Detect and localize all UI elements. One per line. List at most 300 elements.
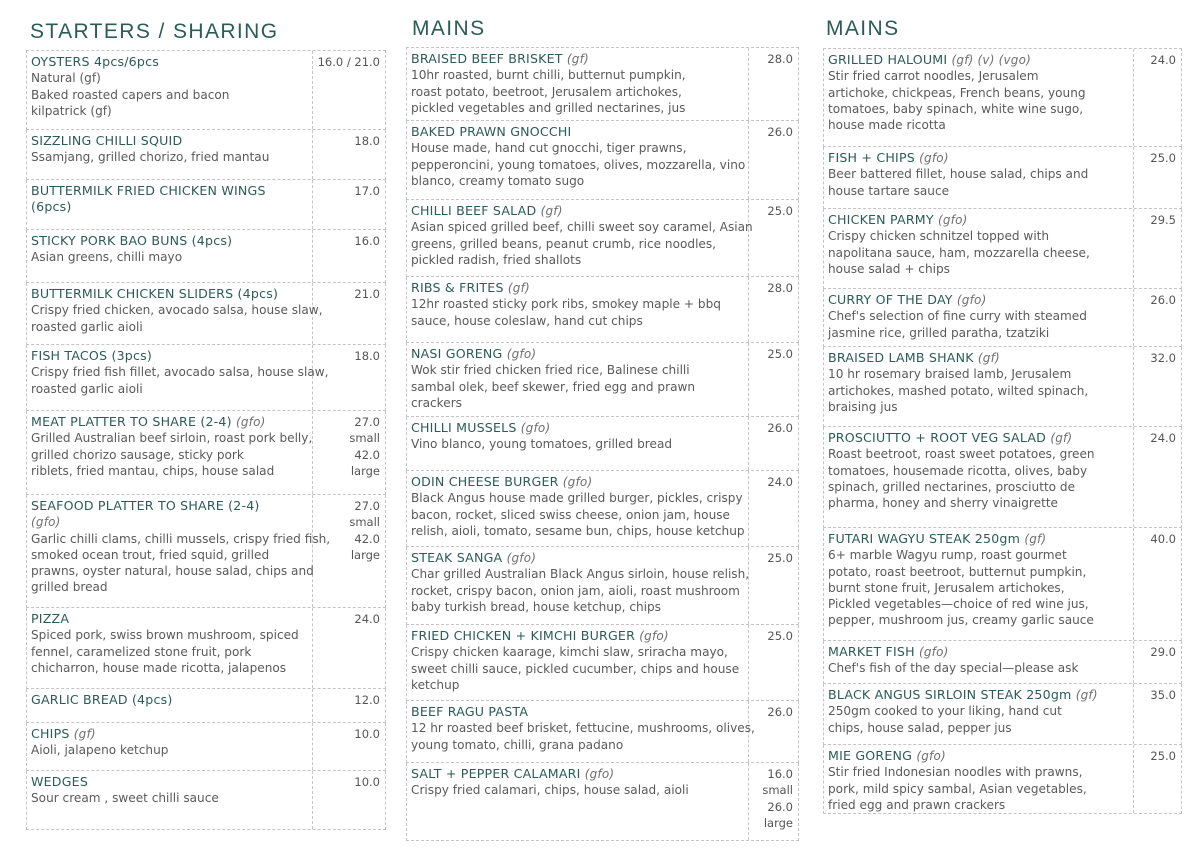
price-line: 18.0 — [354, 134, 380, 148]
description-line: 12 hr roasted beef brisket, fettucine, mushrooms, olives, — [411, 721, 755, 736]
price-line: 17.0 — [354, 184, 380, 198]
menu-item — [823, 427, 1182, 528]
menu-item-price — [747, 48, 798, 120]
menu-item-price — [311, 689, 385, 722]
menu-item-description — [31, 790, 308, 806]
price-line: 28.0 — [767, 52, 793, 66]
menu-item-tag: (gf) — [1075, 688, 1098, 702]
description-line: Asian greens, chilli mayo — [31, 250, 183, 265]
description-line: House made, hand cut gnocchi, tiger prawns, — [411, 141, 687, 156]
menu-item — [823, 347, 1182, 427]
menu-item-description — [828, 366, 1129, 415]
menu-item-description — [411, 566, 750, 615]
menu-item-price — [311, 180, 385, 229]
menu-item-tag: (4pcs) — [191, 233, 233, 248]
price-line: 24.0 — [1150, 431, 1176, 445]
menu-item-title — [828, 350, 1129, 366]
menu-item-name: OYSTERS — [31, 54, 90, 69]
description-line: Aioli, jalapeno ketchup — [31, 743, 169, 758]
menu-item-title — [828, 748, 1129, 764]
menu-item-title — [31, 348, 308, 364]
price-line: 40.0 — [1150, 532, 1176, 546]
menu-item-title — [828, 212, 1129, 228]
description-line: sauce, house coleslaw, hand cut chips — [411, 313, 643, 328]
menu-item-tag: (gfo) — [520, 421, 551, 435]
description-line: 6+ marble Wagyu rump, roast gourmet — [828, 548, 1067, 563]
menu-item-title — [31, 498, 308, 531]
description-line: Sour cream , sweet chilli sauce — [31, 791, 219, 806]
menu-item-price — [747, 277, 798, 342]
price-line: 29.0 — [1150, 645, 1176, 659]
menu-item-description — [411, 644, 744, 693]
menu-item-description — [411, 436, 744, 452]
menu-item-title — [411, 628, 744, 644]
menu-item-description-cell — [27, 230, 313, 282]
menu-item — [823, 684, 1182, 745]
menu-item-description-cell — [824, 49, 1134, 146]
menu-item-name: MARKET FISH — [828, 644, 915, 659]
price-line: 26.0 — [767, 421, 793, 435]
menu-item-tag: (gf) — [540, 204, 563, 218]
price-line: large — [350, 463, 380, 478]
menu-item-tag: 4pcs/6pcs — [93, 54, 159, 69]
description-line: Crispy chicken schnitzel topped with — [828, 229, 1050, 244]
description-line: roast potato, beetroot, Jerusalem artichokes, — [411, 84, 682, 99]
description-line: ketchup — [411, 677, 460, 692]
menu-item-title — [411, 474, 744, 490]
description-line: Crispy fried calamari, chips, house salad, aioli — [411, 783, 689, 798]
menu-item-description — [828, 660, 1129, 676]
menu-item — [823, 641, 1182, 684]
menu-item-price — [311, 495, 385, 607]
menu-item-name: CHILLI MUSSELS — [411, 420, 517, 435]
menu-item-tag: (gfo) — [31, 515, 61, 530]
menu-item-title — [828, 430, 1129, 446]
menu-item-title — [411, 203, 744, 219]
price-line: 24.0 — [767, 475, 793, 489]
price-line: 10.0 — [354, 775, 380, 789]
menu-item-description-cell — [407, 625, 749, 700]
description-line: spinach, grilled nectarines, prosciutto de — [828, 479, 1076, 494]
description-line: Black Angus house made grilled burger, pickles, crispy — [411, 491, 743, 506]
menu-item-description — [828, 228, 1129, 277]
description-line: tomatoes, housemade ricotta, olives, baby — [828, 463, 1088, 478]
menu-item-tag: (gfo) — [562, 475, 593, 489]
menu-item-name: SIZZLING CHILLI SQUID — [31, 133, 183, 148]
price-line: 25.0 — [1150, 151, 1176, 165]
menu-item-description — [31, 364, 329, 397]
price-line: 16.0 / 21.0 — [317, 55, 380, 69]
menu-item-name: CHILLI BEEF SALAD — [411, 203, 537, 218]
description-line: Ssamjang, grilled chorizo, fried mantau — [31, 150, 270, 165]
menu-item-description — [31, 149, 308, 165]
menu-item-price — [311, 723, 385, 770]
menu-item-name: NASI GORENG — [411, 346, 503, 361]
description-line: chicharron, house made ricotta, jalapenos — [31, 660, 287, 675]
menu-item-description — [31, 627, 308, 676]
description-line: Garlic chilli clams, chilli mussels, crispy fried fish, — [31, 531, 331, 546]
menu-item — [406, 547, 799, 625]
menu-item-title — [411, 420, 744, 436]
price-line: 25.0 — [1150, 749, 1176, 763]
menu-item-price — [311, 608, 385, 688]
menu-item-description-cell — [27, 771, 313, 829]
price-line: 42.0 — [354, 531, 380, 546]
description-line: 12hr roasted sticky pork ribs, smokey maple + bbq — [411, 297, 721, 312]
description-line: baby turkish bread, house ketchup, chips — [411, 599, 661, 614]
menu-item-description — [411, 67, 744, 116]
price-line: 12.0 — [354, 693, 380, 707]
menu-item-description-cell — [27, 608, 313, 688]
description-line: Grilled Australian beef sirloin, roast pork belly, — [31, 431, 313, 446]
menu-item — [406, 343, 799, 417]
description-line: house salad + chips — [828, 261, 950, 276]
menu-item-description-cell — [407, 200, 753, 276]
description-line: roasted garlic aioli — [31, 381, 143, 396]
description-line: riblets, fried mantau, chips, house salad — [31, 463, 275, 478]
menu-item-name: GARLIC BREAD — [31, 692, 128, 707]
menu-item-name: RIBS & FRITES — [411, 280, 504, 295]
price-line: 42.0 — [354, 447, 380, 462]
menu-item-name: FRIED CHICKEN + KIMCHI BURGER — [411, 628, 636, 643]
menu-item-title — [411, 51, 744, 67]
menu-item-name: MIE GORENG — [828, 748, 913, 763]
menu-item-description-cell — [824, 147, 1134, 208]
menu-item — [26, 771, 386, 830]
menu-item-description — [31, 70, 308, 119]
menu-item-description — [411, 219, 753, 268]
menu-item — [406, 277, 799, 343]
menu-item-description-cell — [407, 343, 749, 416]
menu-item-price — [1132, 209, 1181, 288]
menu-item-tag: (gf) — [977, 351, 1000, 365]
price-line: 21.0 — [354, 287, 380, 301]
price-line: 25.0 — [767, 204, 793, 218]
menu-item-tag: (gf) — [566, 52, 589, 66]
price-line: 16.0 — [354, 234, 380, 248]
section-heading: MAINS — [412, 17, 486, 40]
menu-item — [823, 48, 1182, 147]
menu-item-title — [411, 124, 744, 140]
menu-item-tag: (gf) — [1024, 532, 1047, 546]
price-line: 26.0 — [1150, 293, 1176, 307]
menu-item-tag: (gfo) — [584, 767, 615, 781]
description-line: crackers — [411, 395, 462, 410]
menu-item-title — [828, 531, 1129, 547]
menu-item-description-cell — [824, 684, 1134, 744]
menu-item-description — [828, 68, 1129, 133]
menu-item-name: BUTTERMILK FRIED CHICKEN WINGS — [31, 183, 266, 198]
price-line: 27.0 — [354, 415, 380, 429]
description-line: jasmine rice, grilled paratha, tzatziki — [828, 325, 1050, 340]
menu-item-price — [1132, 528, 1181, 640]
description-line: chips, house salad, pepper jus — [828, 720, 1012, 735]
menu-item-title — [411, 704, 744, 720]
menu-item — [823, 147, 1182, 209]
menu-item-title — [31, 692, 308, 708]
menu-item-title — [31, 611, 308, 627]
menu-item-description-cell — [824, 528, 1134, 640]
menu-item-price — [311, 283, 385, 344]
menu-item — [406, 625, 799, 701]
description-line: Spiced pork, swiss brown mushroom, spiced — [31, 628, 299, 643]
menu-item-description-cell — [27, 130, 313, 179]
menu-item-tag: (gf) — [1050, 431, 1073, 445]
menu-item — [26, 723, 386, 771]
menu-item-tag: (4pcs) — [131, 692, 173, 707]
menu-item — [406, 417, 799, 471]
menu-item — [823, 528, 1182, 641]
menu-item-description — [828, 703, 1129, 736]
menu-item-description — [828, 166, 1129, 199]
price-line: 27.0 — [354, 499, 380, 513]
menu-item-title — [828, 150, 1129, 166]
menu-item-title — [31, 133, 308, 149]
menu-item-title — [828, 292, 1129, 308]
menu-item-title — [31, 183, 308, 216]
description-line: young tomato, chilli, grana padano — [411, 737, 624, 752]
menu-item-price — [1132, 289, 1181, 346]
price-line: 26.0 — [767, 799, 793, 814]
description-line: 250gm cooked to your liking, hand cut — [828, 704, 1062, 719]
menu-item-description-cell — [27, 411, 313, 494]
description-line: kilpatrick (gf) — [31, 103, 112, 118]
description-line: house made ricotta — [828, 118, 946, 133]
description-line: pickled vegetables and grilled nectarines, jus — [411, 100, 686, 115]
description-line: Stir fried carrot noodles, Jerusalem — [828, 69, 1039, 84]
menu-item-title — [31, 286, 308, 302]
price-line: small — [349, 431, 380, 446]
menu-item-description-cell — [407, 471, 749, 546]
description-line: roasted garlic aioli — [31, 319, 143, 334]
menu-item-title — [31, 726, 308, 742]
menu-item-price — [1132, 641, 1181, 683]
menu-item-name: FISH TACOS — [31, 348, 108, 363]
menu-item-tag: (gfo) — [916, 749, 946, 763]
menu-item-tag: (gfo) — [956, 293, 987, 307]
menu-item — [823, 745, 1182, 814]
menu-item-price — [1132, 49, 1181, 146]
menu-item-tag: (gfo) — [639, 629, 669, 643]
section-heading: MAINS — [826, 17, 900, 40]
menu-item-title — [411, 346, 744, 362]
menu-item-description — [828, 446, 1129, 511]
menu-item-price — [747, 200, 798, 276]
menu-item-description-cell — [407, 277, 749, 342]
menu-item-tag: (gfo) — [919, 151, 949, 165]
menu-item-description — [828, 764, 1129, 813]
menu-item-description-cell — [407, 547, 749, 624]
description-line: pork, mild spicy sambal, Asian vegetables, — [828, 781, 1087, 796]
menu-item-name: PROSCIUTTO + ROOT VEG SALAD — [828, 430, 1047, 445]
price-line: small — [762, 783, 793, 798]
description-line: tomatoes, baby spinach, white wine sugo, — [828, 101, 1084, 116]
section-heading: STARTERS / SHARING — [30, 20, 279, 43]
description-line: sambal olek, beef skewer, fried egg and prawn — [411, 379, 696, 394]
menu-item — [406, 200, 799, 277]
menu-item-price — [747, 471, 798, 546]
description-line: Beer battered fillet, house salad, chips and — [828, 167, 1089, 182]
menu-item — [823, 289, 1182, 347]
menu-item-description-cell — [824, 347, 1134, 426]
menu-item-name: CHICKEN PARMY — [828, 212, 934, 227]
description-line: braising jus — [828, 399, 898, 414]
description-line: Wok stir fried chicken fried rice, Balinese chilli — [411, 363, 690, 378]
menu-item — [406, 121, 799, 200]
price-line: large — [763, 815, 793, 830]
menu-item-title — [411, 766, 744, 782]
price-line: 16.0 — [767, 767, 793, 781]
description-line: Natural (gf) — [31, 71, 101, 86]
menu-item-title — [828, 644, 1129, 660]
menu-item-title — [31, 54, 308, 70]
description-line: house tartare sauce — [828, 183, 950, 198]
price-line: 26.0 — [767, 125, 793, 139]
menu-item-description-cell — [27, 689, 313, 722]
price-line: 24.0 — [354, 612, 380, 626]
menu-item — [406, 701, 799, 763]
description-line: Stir fried Indonesian noodles with prawns, — [828, 765, 1083, 780]
description-line: pickled radish, fried shallots — [411, 252, 582, 267]
menu-item-name: FISH + CHIPS — [828, 150, 915, 165]
menu-item-description-cell — [27, 283, 323, 344]
description-line: pharma, honey and sherry vinaigrette — [828, 496, 1058, 511]
menu-item-tag: (gfo) — [918, 645, 949, 659]
menu-item-name: FUTARI WAGYU STEAK 250gm — [828, 531, 1021, 546]
menu-item-tag: (gf) — [507, 281, 530, 295]
menu-item-price — [747, 417, 798, 470]
description-line: Chef's fish of the day special—please ask — [828, 661, 1079, 676]
menu-item-name: BRAISED LAMB SHANK — [828, 350, 974, 365]
menu-item-title — [31, 414, 308, 430]
menu-item-price — [311, 345, 385, 410]
menu-item-price — [747, 701, 798, 762]
menu-item-tag: (gfo) — [506, 347, 537, 361]
menu-item-description — [31, 430, 313, 479]
description-line: burnt stone fruit, Jerusalem artichokes, — [828, 580, 1065, 595]
description-line: sweet chilli sauce, pickled cucumber, chips and house — [411, 661, 740, 676]
menu-item — [26, 230, 386, 283]
menu-item-description — [411, 720, 755, 753]
description-line: Char grilled Australian Black Angus sirloin, house relish, — [411, 567, 750, 582]
menu-item-name: CURRY OF THE DAY — [828, 292, 953, 307]
price-line: 18.0 — [354, 349, 380, 363]
menu-item-tag: (gf) (v) (vgo) — [951, 53, 1032, 67]
menu-item-description — [411, 296, 744, 329]
price-line: 25.0 — [767, 347, 793, 361]
price-line: 29.5 — [1150, 213, 1176, 227]
description-line: fried egg and prawn crackers — [828, 797, 1006, 812]
menu-item-description-cell — [27, 180, 313, 229]
menu-item-description-cell — [407, 701, 755, 762]
menu-item-description-cell — [407, 121, 749, 199]
menu-item-name: BEEF RAGU PASTA — [411, 704, 529, 719]
menu-item-title — [411, 280, 744, 296]
description-line: greens, grilled beans, peanut crumb, rice noodles, — [411, 236, 717, 251]
description-line: Baked roasted capers and bacon — [31, 87, 230, 102]
description-line: Pickled vegetables—choice of red wine jus, — [828, 597, 1089, 612]
menu-item-price — [311, 51, 385, 129]
description-line: Vino blanco, young tomatoes, grilled bread — [411, 437, 673, 452]
price-line: 32.0 — [1150, 351, 1176, 365]
description-line: artichokes, mashed potato, wilted spinach, — [828, 383, 1089, 398]
menu-item-description-cell — [824, 289, 1134, 346]
menu-item-description-cell — [27, 495, 331, 607]
description-line: potato, roast beetroot, butternut pumpkin, — [828, 564, 1087, 579]
menu-item-title — [828, 687, 1129, 703]
menu-item-description — [411, 782, 744, 798]
menu-item-price — [1132, 347, 1181, 426]
menu-item-description — [411, 490, 744, 539]
menu-item-name: STICKY PORK BAO BUNS — [31, 233, 188, 248]
menu-item-name: STEAK SANGA — [411, 550, 503, 565]
price-line: 35.0 — [1150, 688, 1176, 702]
menu-item-name: BRAISED BEEF BRISKET — [411, 51, 563, 66]
menu-item-name: SALT + PEPPER CALAMARI — [411, 766, 581, 781]
description-line: grilled chorizo sausage, sticky pork — [31, 447, 244, 462]
menu-item-description-cell — [27, 345, 329, 410]
menu-item-name: ODIN CHEESE BURGER — [411, 474, 559, 489]
menu-item-description — [828, 547, 1129, 628]
menu-item-tag: (gfo) — [937, 213, 968, 227]
menu-item-price — [311, 411, 385, 494]
menu-item — [26, 345, 386, 411]
menu-item-description — [31, 249, 308, 265]
menu-item-title — [411, 550, 744, 566]
description-line: pepper, mushroom jus, creamy garlic sauce — [828, 613, 1094, 628]
menu-item-tag: (gf) — [73, 727, 96, 741]
menu-item-description — [31, 302, 323, 335]
menu-item-description-cell — [824, 745, 1134, 813]
description-line: bacon, rocket, sliced swiss cheese, onion jam, house — [411, 507, 730, 522]
description-line: pepperoncini, young tomatoes, olives, mozzarella, vino — [411, 157, 746, 172]
description-line: rocket, crispy bacon, onion jam, aioli, roast mushroom — [411, 583, 740, 598]
description-line: Crispy fried fish fillet, avocado salsa, house slaw, — [31, 365, 329, 380]
description-line: smoked ocean trout, fried squid, grilled — [31, 547, 270, 562]
menu-item-price — [1132, 147, 1181, 208]
description-line: artichoke, chickpeas, French beans, young — [828, 85, 1086, 100]
menu-item-price — [311, 230, 385, 282]
menu-item-price — [747, 763, 798, 840]
menu-item-price — [1132, 427, 1181, 527]
menu-item — [26, 608, 386, 689]
description-line: prawns, oyster natural, house salad, chips and — [31, 564, 314, 579]
menu-item — [26, 689, 386, 723]
menu-item-description-cell — [824, 209, 1134, 288]
description-line: blanco, creamy tomato sugo — [411, 173, 585, 188]
price-line: large — [350, 547, 380, 562]
menu-item-description-cell — [407, 417, 749, 470]
price-line: 28.0 — [767, 281, 793, 295]
menu-item-name: CHIPS — [31, 726, 70, 741]
menu-item-tag: (gfo) — [235, 415, 266, 429]
menu-item-description — [31, 742, 308, 758]
menu-item-price — [747, 625, 798, 700]
price-line: 24.0 — [1150, 53, 1176, 67]
menu-item-name: BLACK ANGUS SIRLOIN STEAK 250gm — [828, 687, 1072, 702]
menu-item-price — [747, 343, 798, 416]
description-line: Asian spiced grilled beef, chilli sweet soy caramel, Asian — [411, 220, 753, 235]
menu-item-tag: (3pcs) — [111, 348, 152, 363]
description-line: 10hr roasted, burnt chilli, butternut pumpkin, — [411, 68, 686, 83]
description-line: Roast beetroot, roast sweet potatoes, green — [828, 447, 1095, 462]
menu-item-description-cell — [824, 427, 1134, 527]
menu-item-price — [747, 547, 798, 624]
menu-item-name: WEDGES — [31, 774, 89, 789]
menu-item-description-cell — [824, 641, 1134, 683]
menu-item-tag: (4pcs) — [237, 286, 279, 301]
price-line: 25.0 — [767, 551, 793, 565]
